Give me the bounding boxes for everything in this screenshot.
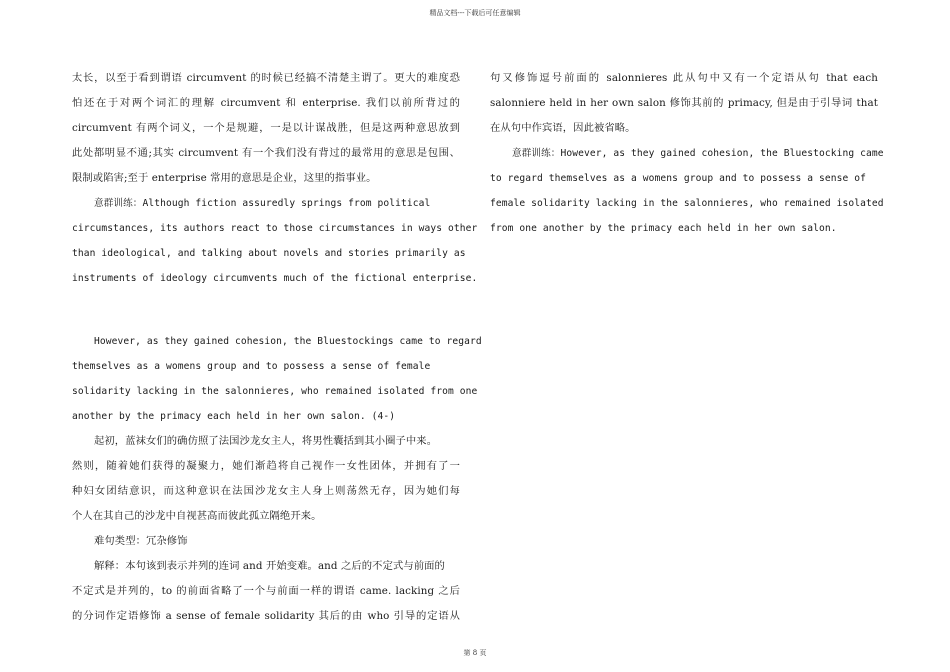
left-column bbox=[72, 66, 482, 629]
text-line: than ideological, and talking about novels and stories primarily as bbox=[72, 248, 466, 259]
text-line: 在从句中作宾语，因此被省略。 bbox=[490, 122, 636, 134]
text-line: from one another by the primacy each held in her own salon. bbox=[490, 223, 837, 234]
text-line: solidarity lacking in the salonnieres, who remained isolated from one bbox=[72, 386, 478, 397]
paragraph-gap bbox=[72, 291, 460, 329]
text-line: 起初，蓝袜女们的确仿照了法国沙龙女主人，将男性囊括到其小圈子中来。 bbox=[94, 435, 438, 447]
text-line: 此处都明显不通;其实 circumvent 有一个我们没有背过的最常用的意思是包围、 bbox=[72, 147, 460, 159]
text-line: 个人在其自己的沙龙中自视甚高而彼此孤立隔绝开来。 bbox=[72, 510, 322, 522]
right-column bbox=[490, 66, 884, 241]
text-line: another by the primacy each held in her own salon. (4-) bbox=[72, 411, 396, 422]
text-line: instruments of ideology circumvents much of the fictional enterprise. bbox=[72, 273, 478, 284]
text-line: circumvent 有两个词义，一个是规避，一是以计谋战胜，但是这两种意思放到 bbox=[72, 122, 460, 134]
text-line: themselves as a womens group and to possess a sense of female bbox=[72, 361, 431, 372]
text-line: female solidarity lacking in the salonnieres, who remained isolated bbox=[490, 198, 884, 209]
text-line: 然则，随着她们获得的凝聚力，她们渐趋将自己视作一女性团体，并拥有了一 bbox=[72, 460, 460, 472]
text-line: 不定式是并列的，to 的前面省略了一个与前面一样的谓语 came. lacking 之后 bbox=[72, 585, 460, 597]
text-line: 解释：本句该到表示并列的连词 and 开始变难。and 之后的不定式与前面的 bbox=[94, 560, 445, 572]
text-line: 限制或陷害;至于 enterprise 常用的意思是企业，这里的指事业。 bbox=[72, 172, 377, 184]
sentence-type: 难句类型：冗杂修饰 bbox=[94, 535, 188, 547]
text-line: 怕还在于对两个词汇的理解 circumvent 和 enterprise. 我们以前所背过的 bbox=[72, 97, 460, 109]
text-line: 种妇女团结意识，而这种意识在法国沙龙女主人身上则荡然无存，因为她们每 bbox=[72, 485, 460, 497]
text-line: salonniere held in her own salon 修饰其前的 primacy, 但是由于引导词 that bbox=[490, 97, 878, 109]
text-line: 句又修饰逗号前面的 salonnieres 此从句中又有一个定语从句 that each bbox=[490, 72, 878, 84]
text-line: 意群训练：However, as they gained cohesion, the Bluestocking came bbox=[512, 148, 884, 159]
text-line: 的分词作定语修饰 a sense of female solidarity 其后的由 who 引导的定语从 bbox=[72, 610, 460, 622]
text-line: 太长，以至于看到谓语 circumvent 的时候已经搞不清楚主谓了。更大的难度恐 bbox=[72, 72, 460, 84]
page-number: 第 8 页 bbox=[463, 649, 487, 657]
text-line: circumstances, its authors react to those circumstances in ways other bbox=[72, 223, 478, 234]
text-line: 意群训练：Although fiction assuredly springs from political bbox=[94, 198, 431, 209]
page-header: 精品文档---下载后可任意编辑 bbox=[429, 9, 521, 17]
text-line: However, as they gained cohesion, the Bluestockings came to regard bbox=[94, 336, 482, 347]
text-line: to regard themselves as a womens group and to possess a sense of bbox=[490, 173, 867, 184]
